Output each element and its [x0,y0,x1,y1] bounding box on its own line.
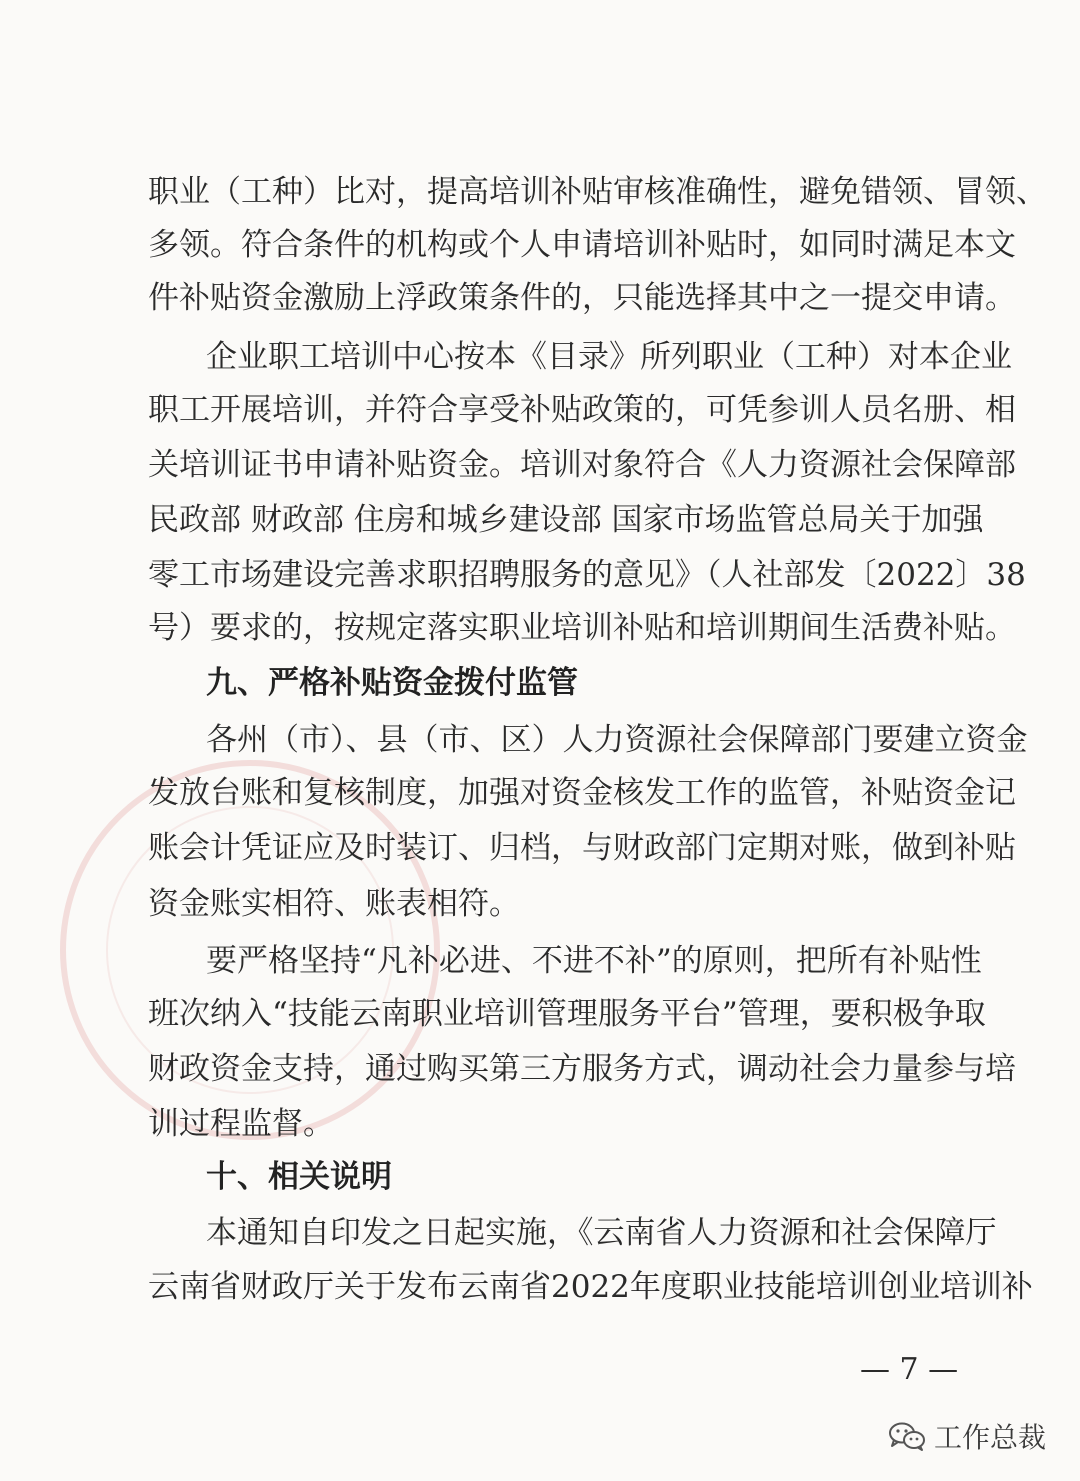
paragraph-line: 零工市场建设完善求职招聘服务的意见》（人社部发〔2022〕38 [148,557,1026,593]
paragraph-line: 资金账实相符、账表相符。 [148,886,520,922]
paragraph-line: 企业职工培训中心按本《目录》所列职业（工种）对本企业 [206,339,1012,375]
section-heading-10: 十、相关说明 [206,1159,392,1195]
watermark-label: 工作总裁 [934,1421,1047,1454]
paragraph-line: 云南省财政厅关于发布云南省2022年度职业技能培训创业培训补 [148,1269,1033,1305]
paragraph-line: 财政资金支持，通过购买第三方服务方式，调动社会力量参与培 [148,1051,1016,1087]
wechat-icon [888,1421,926,1451]
paragraph-line: 训过程监督。 [148,1106,334,1142]
paragraph-line: 件补贴资金激励上浮政策条件的，只能选择其中之一提交申请。 [148,280,1016,316]
watermark [888,1418,1046,1454]
paragraph-line: 本通知自印发之日起实施，《云南省人力资源和社会保障厅 [206,1215,997,1251]
paragraph-line: 职业（工种）比对，提高培训补贴审核准确性，避免错领、冒领、 [148,174,1047,210]
section-heading-9: 九、严格补贴资金拨付监管 [206,665,578,701]
paragraph-line: 班次纳入“技能云南职业培训管理服务平台”管理，要积极争取 [148,996,986,1032]
paragraph-line: 各州（市）、县（市、区）人力资源社会保障部门要建立资金 [206,722,1028,758]
paragraph-line: 要严格坚持“凡补必进、不进不补”的原则，把所有补贴性 [206,943,982,979]
paragraph-line: 民政部 财政部 住房和城乡建设部 国家市场监管总局关于加强 [148,502,984,538]
paragraph-line: 职工开展培训，并符合享受补贴政策的，可凭参训人员名册、相 [148,392,1016,428]
paragraph-line: 号）要求的，按规定落实职业培训补贴和培训期间生活费补贴。 [148,610,1016,646]
paragraph-line: 发放台账和复核制度，加强对资金核发工作的监管，补贴资金记 [148,775,1016,811]
page-number: — 7 — [860,1352,959,1387]
paragraph-line: 账会计凭证应及时装订、归档，与财政部门定期对账，做到补贴 [148,830,1016,866]
paragraph-line: 关培训证书申请补贴资金。培训对象符合《人力资源社会保障部 [148,447,1016,483]
paragraph-line: 多领。符合条件的机构或个人申请培训补贴时，如同时满足本文 [148,227,1016,263]
